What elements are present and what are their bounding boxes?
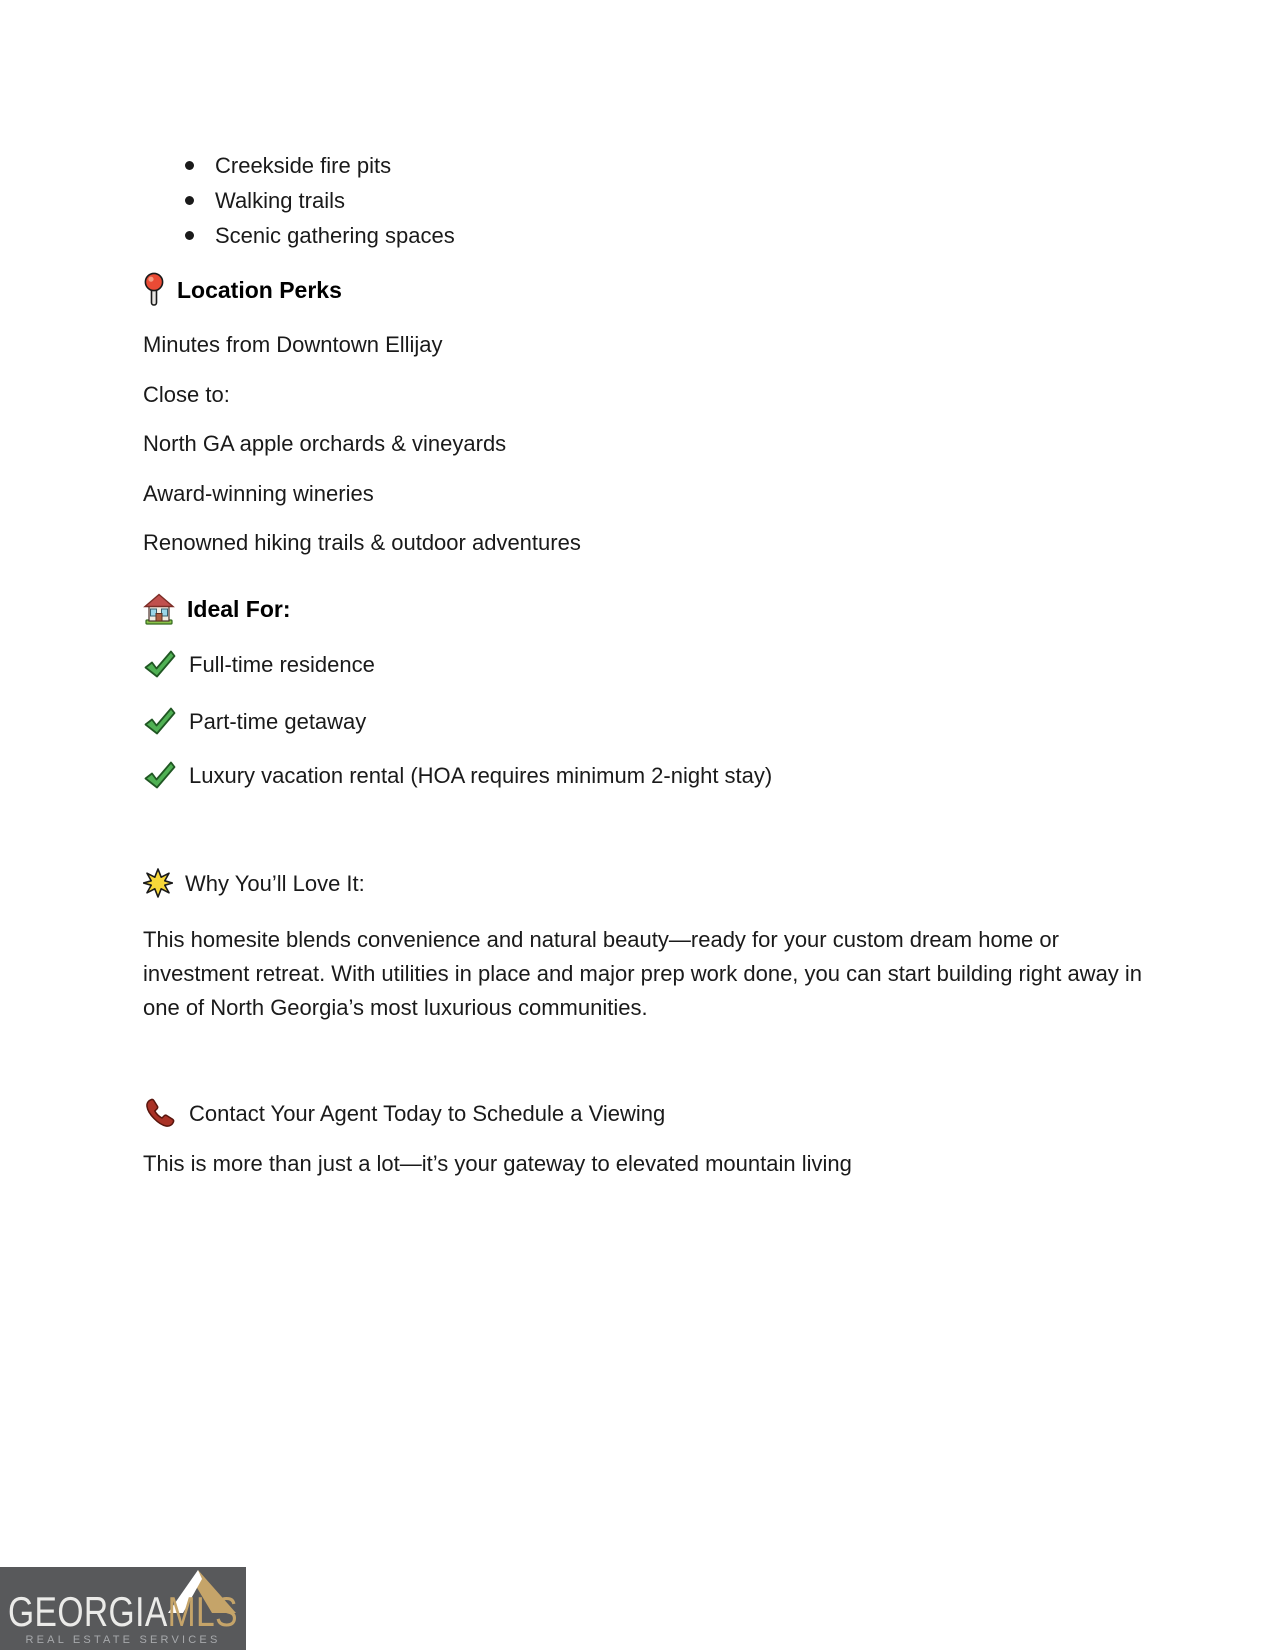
georgia-mls-logo bbox=[0, 1567, 246, 1650]
location-line: Award-winning wineries bbox=[143, 481, 374, 506]
logo-wordmark bbox=[8, 1588, 238, 1635]
logo-text-georgia: GEORGIA bbox=[8, 1588, 168, 1635]
location-line: Renowned hiking trails & outdoor adventures bbox=[143, 530, 581, 555]
why-love-it-paragraph: This homesite blends convenience and natural beauty—ready for your custom dream home or investment retreat. With utilities in place and major prep work done, you can start building right away in one of North Georgia’s most luxurious communities. bbox=[143, 927, 1143, 1020]
bullet-text: Walking trails bbox=[215, 188, 345, 213]
bullet-icon bbox=[185, 196, 194, 205]
why-love-it-heading bbox=[143, 868, 365, 898]
location-line: Minutes from Downtown Ellijay bbox=[143, 332, 443, 357]
bullet-text: Scenic gathering spaces bbox=[215, 223, 455, 248]
house-icon bbox=[143, 593, 175, 625]
heading-text: Contact Your Agent Today to Schedule a Viewing bbox=[189, 1100, 666, 1126]
checklist-text: Full-time residence bbox=[189, 651, 375, 677]
checklist-item bbox=[143, 649, 375, 679]
list-item bbox=[185, 152, 391, 179]
heading-text: Location Perks bbox=[177, 276, 342, 303]
checklist-text: Luxury vacation rental (HOA requires minimum 2-night stay) bbox=[189, 762, 773, 788]
check-mark-icon bbox=[143, 706, 177, 736]
logo-text-mls: MLS bbox=[167, 1588, 238, 1635]
contact-heading bbox=[143, 1097, 665, 1129]
starburst-icon bbox=[143, 868, 173, 898]
checklist-item bbox=[143, 706, 366, 736]
location-line: Close to: bbox=[143, 382, 230, 407]
telephone-receiver-icon bbox=[143, 1097, 177, 1129]
list-item bbox=[185, 187, 345, 214]
tagline-text: This is more than just a lot—it’s your gateway to elevated mountain living bbox=[143, 1151, 852, 1176]
heading-text: Why You’ll Love It: bbox=[185, 870, 365, 896]
check-mark-icon bbox=[143, 649, 177, 679]
location-perks-heading bbox=[143, 272, 342, 308]
ideal-for-heading bbox=[143, 593, 291, 625]
heading-text: Ideal For: bbox=[187, 595, 291, 622]
bullet-icon bbox=[185, 231, 194, 240]
location-line: North GA apple orchards & vineyards bbox=[143, 431, 507, 456]
round-pushpin-icon bbox=[143, 272, 165, 308]
checklist-item bbox=[143, 760, 772, 790]
bullet-icon bbox=[185, 161, 194, 170]
list-item bbox=[185, 222, 455, 249]
checklist-text: Part-time getaway bbox=[189, 708, 367, 734]
check-mark-icon bbox=[143, 760, 177, 790]
bullet-text: Creekside fire pits bbox=[215, 153, 392, 178]
logo-subtitle: REAL ESTATE SERVICES bbox=[25, 1634, 221, 1646]
